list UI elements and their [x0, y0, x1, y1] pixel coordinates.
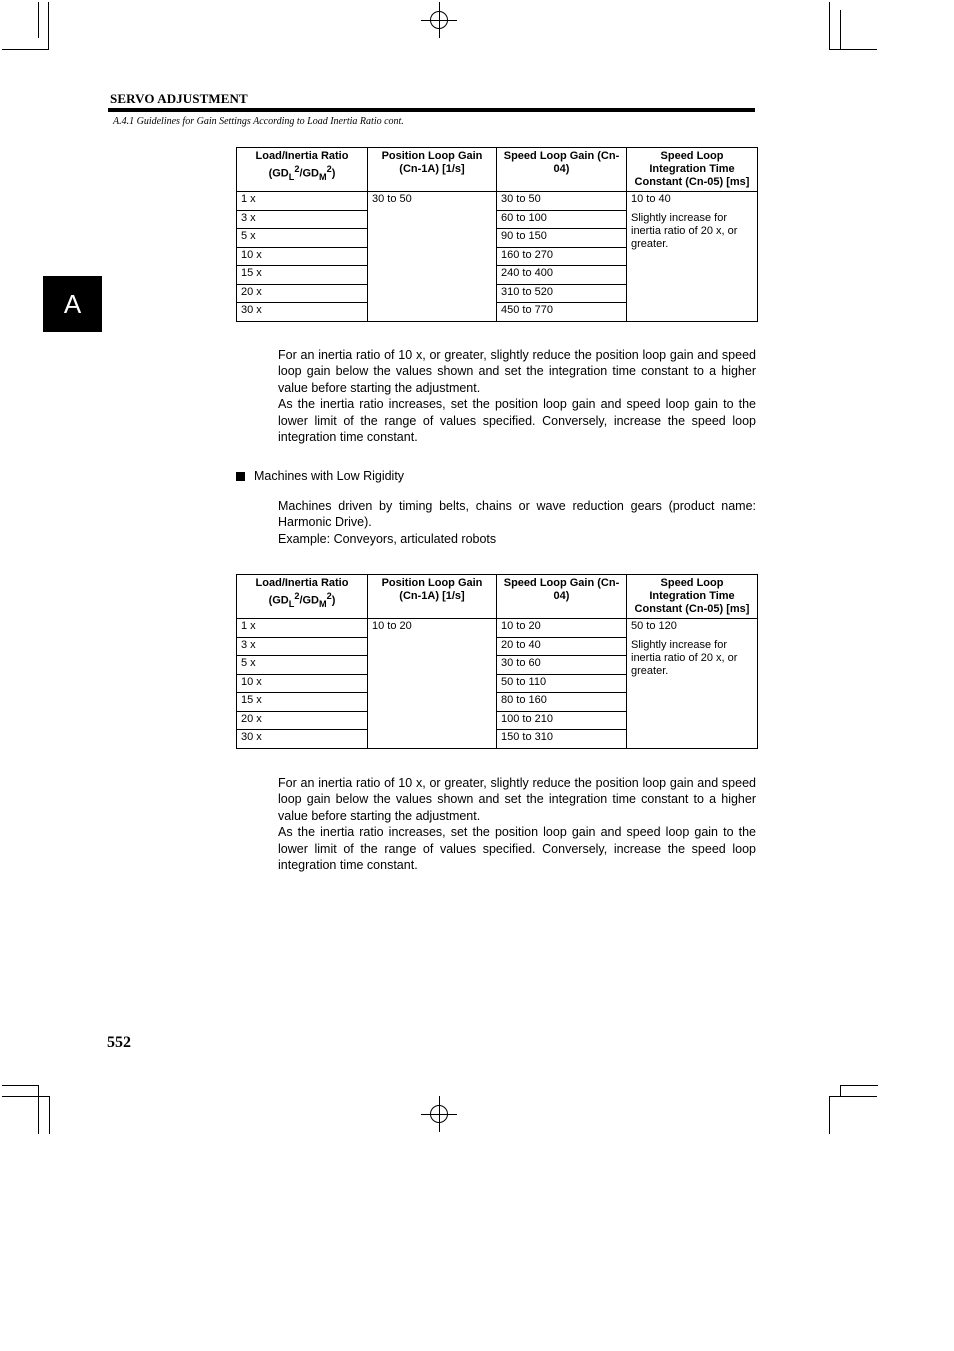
crop-mark	[38, 1085, 39, 1134]
header-position-loop-gain: Position Loop Gain (Cn-1A) [1/s]	[368, 148, 497, 192]
crop-mark	[2, 1085, 38, 1086]
speed-gain-cell: 100 to 210	[497, 711, 627, 730]
inertia-guidance-paragraph: For an inertia ratio of 10 x, or greater, slightly reduce the position loop gain and speed loop gain below the values shown and set the integration time constant to a higher value before starting the adjustment. As the inertia ratio increases, set the position loop gain and speed loop gain to the lower limit of the range of values specified. Conversely, increase the speed loop integration time constant.	[278, 348, 756, 445]
header-position-loop-gain: Position Loop Gain (Cn-1A) [1/s]	[368, 575, 497, 619]
ratio-cell: 20 x	[237, 284, 368, 303]
speed-gain-cell: 240 to 400	[497, 266, 627, 285]
crop-mark	[2, 49, 48, 50]
speed-gain-cell: 160 to 270	[497, 247, 627, 266]
page-number: 552	[107, 1034, 131, 1051]
position-gain-cell: 10 to 20	[368, 619, 497, 749]
ratio-cell: 1 x	[237, 192, 368, 211]
section-title: SERVO ADJUSTMENT	[110, 91, 248, 106]
crop-mark	[38, 2, 39, 38]
subsection-title: A.4.1 Guidelines for Gain Settings According to Load Inertia Ratio cont.	[113, 116, 404, 127]
ratio-cell: 5 x	[237, 229, 368, 248]
low-rigidity-heading: Machines with Low Rigidity	[236, 469, 404, 483]
speed-gain-cell: 10 to 20	[497, 619, 627, 638]
ratio-cell: 15 x	[237, 693, 368, 712]
ratio-cell: 3 x	[237, 637, 368, 656]
table-row	[237, 192, 758, 211]
table-row	[237, 619, 758, 638]
ratio-cell: 30 x	[237, 303, 368, 322]
ratio-cell: 5 x	[237, 656, 368, 675]
speed-gain-cell: 60 to 100	[497, 210, 627, 229]
crop-mark	[2, 1096, 50, 1097]
crop-mark	[840, 10, 841, 50]
header-rule	[108, 108, 755, 112]
speed-gain-cell: 30 to 60	[497, 656, 627, 675]
crop-mark	[829, 2, 830, 50]
header-load-inertia-ratio: Load/Inertia Ratio $(GD_L^2/GD_M^2)$	[237, 148, 368, 192]
crop-mark	[840, 1085, 841, 1096]
low-rigidity-description: Machines driven by timing belts, chains or wave reduction gears (product name: Harmonic Drive). Example: Conveyors, articulated robots	[278, 499, 756, 546]
header-integration-time: Speed Loop Integration Time Constant (Cn-05) [ms]	[627, 148, 758, 192]
header-integration-time: Speed Loop Integration Time Constant (Cn-05) [ms]	[627, 575, 758, 619]
speed-gain-cell: 310 to 520	[497, 284, 627, 303]
integration-time-cell	[627, 619, 758, 749]
crop-mark	[49, 1096, 50, 1134]
ratio-cell: 10 x	[237, 247, 368, 266]
ratio-cell: 1 x	[237, 619, 368, 638]
ratio-cell: 10 x	[237, 674, 368, 693]
integration-note: Slightly increase for inertia ratio of 20 x, or greater.	[631, 639, 738, 677]
crop-mark	[829, 1096, 830, 1134]
gain-table-low-rigidity	[236, 574, 758, 749]
crop-mark	[48, 2, 49, 50]
integration-range: 10 to 40	[631, 193, 671, 205]
speed-gain-cell: 80 to 160	[497, 693, 627, 712]
crop-mark	[829, 1096, 877, 1097]
ratio-cell: 3 x	[237, 210, 368, 229]
gain-table-standard	[236, 147, 758, 322]
inertia-guidance-paragraph-2: For an inertia ratio of 10 x, or greater, slightly reduce the position loop gain and speed loop gain below the values shown and set the integration time constant to a higher value before starting the adjustment. As the inertia ratio increases, set the position loop gain and speed loop gain to the lower limit of the range of values specified. Conversely, increase the speed loop integration time constant.	[278, 776, 756, 873]
registration-mark-icon	[421, 1096, 457, 1132]
speed-gain-cell: 450 to 770	[497, 303, 627, 322]
integration-time-cell	[627, 192, 758, 322]
speed-gain-cell: 30 to 50	[497, 192, 627, 211]
speed-gain-cell: 50 to 110	[497, 674, 627, 693]
square-bullet-icon	[236, 472, 245, 481]
speed-gain-cell: 90 to 150	[497, 229, 627, 248]
speed-gain-cell: 20 to 40	[497, 637, 627, 656]
table-header-row	[237, 575, 758, 619]
header-load-inertia-ratio: Load/Inertia Ratio $(GD_L^2/GD_M^2)$	[237, 575, 368, 619]
crop-mark	[840, 1085, 878, 1086]
ratio-cell: 15 x	[237, 266, 368, 285]
table-header-row	[237, 148, 758, 192]
header-speed-loop-gain: Speed Loop Gain (Cn-04)	[497, 575, 627, 619]
ratio-cell: 30 x	[237, 730, 368, 749]
ratio-cell: 20 x	[237, 711, 368, 730]
registration-mark-icon	[421, 2, 457, 38]
speed-gain-cell: 150 to 310	[497, 730, 627, 749]
position-gain-cell: 30 to 50	[368, 192, 497, 322]
integration-range: 50 to 120	[631, 620, 677, 632]
integration-note: Slightly increase for inertia ratio of 20 x, or greater.	[631, 212, 738, 250]
header-speed-loop-gain: Speed Loop Gain (Cn-04)	[497, 148, 627, 192]
crop-mark	[829, 49, 877, 50]
appendix-tab: A	[43, 276, 102, 332]
